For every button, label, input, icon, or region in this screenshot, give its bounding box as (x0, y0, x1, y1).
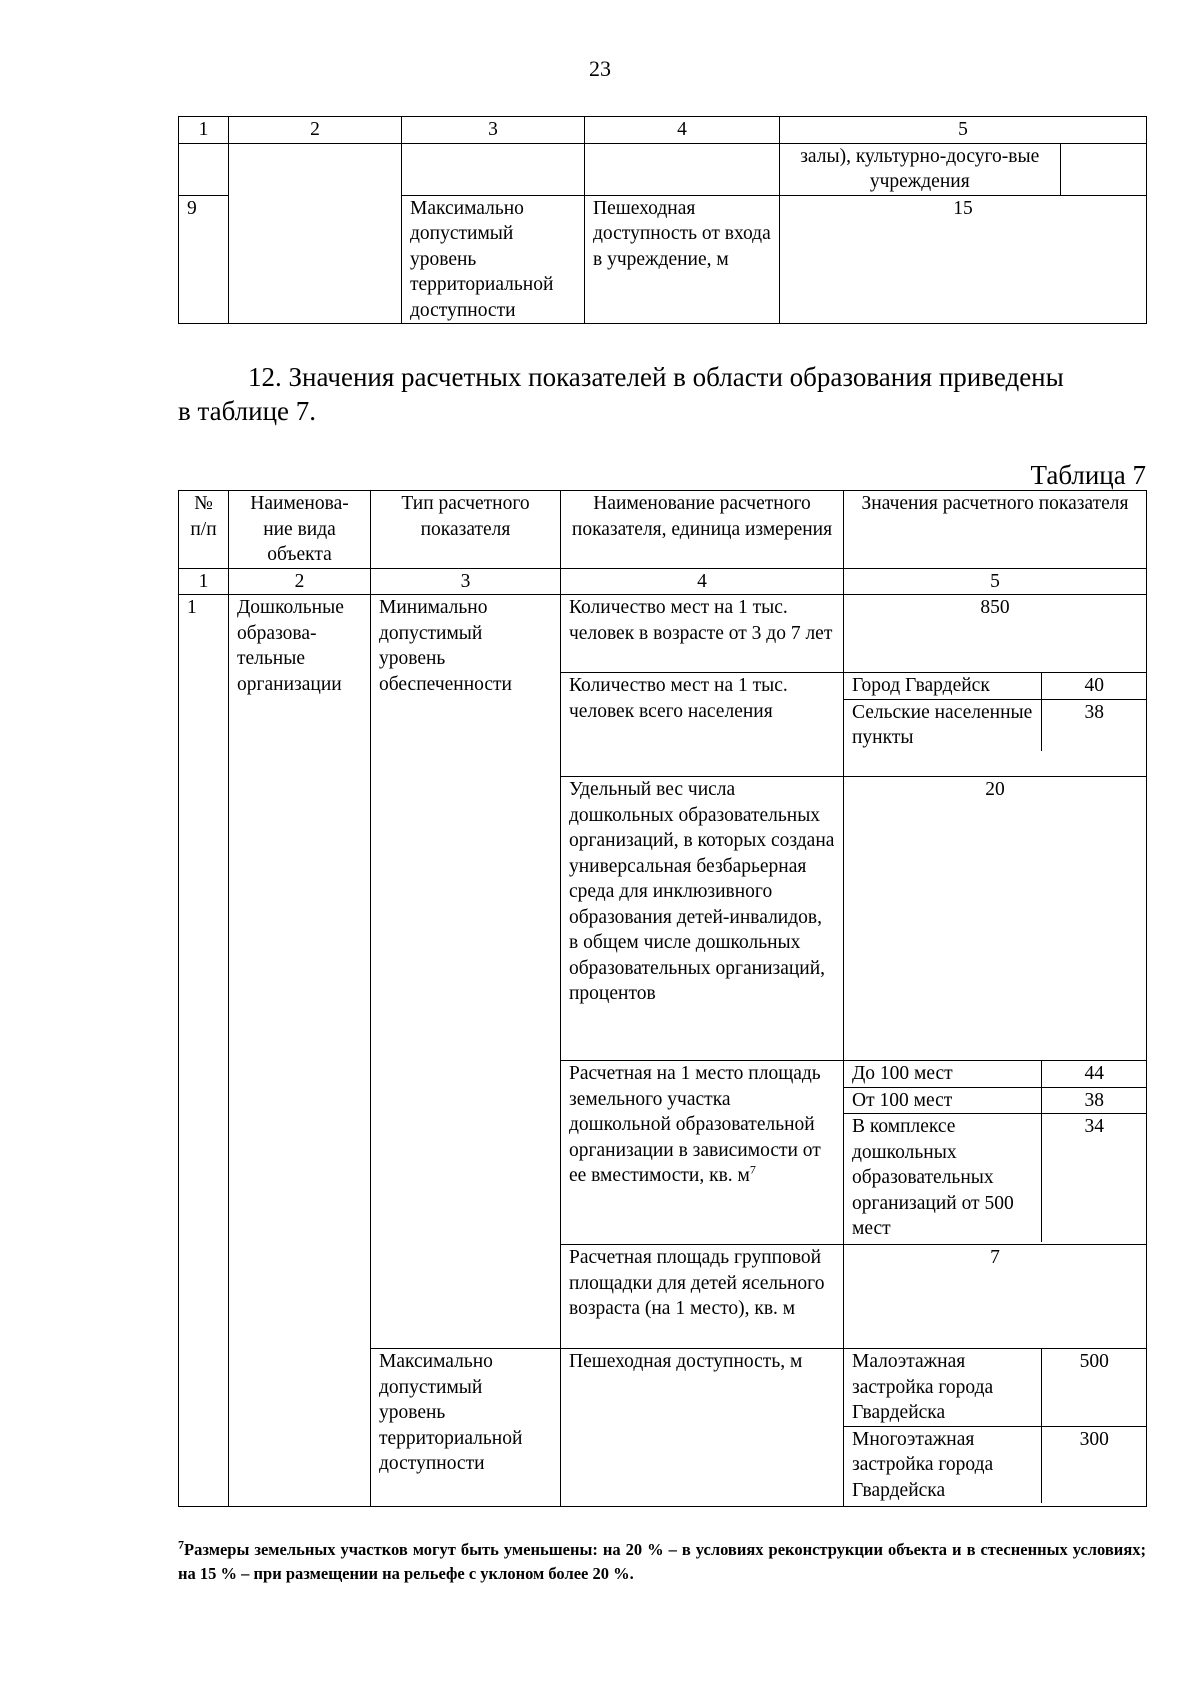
table-row (179, 143, 1147, 195)
table-row (179, 595, 1147, 673)
sub-label: Сельские населенные пункты (844, 699, 1041, 751)
indicator-name: Количество мест на 1 тыс. человек всего населения (561, 673, 844, 777)
col-number: 5 (780, 117, 1147, 144)
table-caption: Таблица 7 (1030, 460, 1146, 490)
sub-value: 300 (1079, 1428, 1109, 1450)
object-type: Дошкольные образова-тельные организации (229, 595, 371, 1507)
column-number-row (179, 117, 1147, 144)
sub-value: 44 (1041, 1061, 1147, 1087)
sub-value: 38 (1084, 701, 1104, 723)
indicator-name: Расчетная площадь групповой площадки для детей ясельного возраста (на 1 место), кв. м (561, 1245, 844, 1349)
indicator-value: 20 (844, 777, 1147, 1061)
col-number: 4 (585, 117, 780, 144)
col-number: 3 (371, 568, 561, 595)
header-cell: № п/п (179, 491, 229, 569)
sub-value: 500 (1041, 1349, 1147, 1426)
sub-label: Малоэтажная застройка города Гвардейска (844, 1349, 1041, 1426)
row-number: 1 (179, 595, 229, 1507)
sub-label: В комплексе дошкольных образовательных организаций от 500 мест (844, 1114, 1041, 1242)
header-cell: Наименова-ние вида объекта (229, 491, 371, 569)
paragraph-line: 12. Значения расчетных показателей в области образования приведены (248, 362, 1064, 392)
header-cell: Тип расчетного показателя (371, 491, 561, 569)
page-number: 23 (589, 56, 611, 81)
indicator-type: Максимально допустимый уровень территориальной доступности (371, 1349, 561, 1507)
col-number: 2 (229, 117, 402, 144)
col-number: 5 (844, 568, 1147, 595)
paragraph-line: в таблице 7. (178, 396, 317, 426)
sub-value: 40 (1041, 673, 1147, 699)
indicator-name: Удельный вес числа дошкольных образовательных организаций, в которых создана универсальная безбарьерная среда для инклюзивного образования детей-инвалидов, в общем числе дошкольных образовательных организаций, процентов (561, 777, 844, 1061)
indicator-name (561, 1061, 844, 1245)
sub-value: 38 (1041, 1087, 1147, 1114)
indicator-name: Пешеходная доступность от входа в учреждение, м (585, 195, 780, 324)
sub-label: От 100 мест (844, 1087, 1041, 1114)
col-number: 2 (229, 568, 371, 595)
indicator-type: Максимально допустимый уровень территориальной доступности (402, 195, 585, 324)
col-number: 3 (402, 117, 585, 144)
col-number: 4 (561, 568, 844, 595)
footnote-text: Размеры земельных участков могут быть уменьшены: на 20 % – в условиях реконструкции объекта и в стесненных условиях; на 15 % – при размещении на рельефе с уклоном более 20 %. (178, 1540, 1146, 1583)
continued-cell-text: залы), культурно-досуго-вые учреждения (780, 144, 1060, 195)
column-number-row (179, 568, 1147, 595)
indicator-name-text: Расчетная на 1 место площадь земельного участка дошкольной образовательной организации в зависимости от ее вместимости, кв. м (569, 1063, 821, 1186)
indicator-value: 15 (780, 195, 1147, 324)
indicator-type: Минимально допустимый уровень обеспеченности (371, 595, 561, 1349)
row-number: 9 (179, 195, 229, 324)
indicator-name: Пешеходная доступность, м (561, 1349, 844, 1507)
footnote (178, 1538, 1146, 1586)
header-cell: Значения расчетного показателя (844, 491, 1147, 569)
section-paragraph (178, 360, 1146, 428)
indicator-value: 7 (844, 1245, 1147, 1349)
sub-label: До 100 мест (844, 1061, 1041, 1087)
table-7 (178, 490, 1147, 1507)
col-number: 1 (179, 117, 229, 144)
col-number: 1 (179, 568, 229, 595)
continued-table (178, 116, 1147, 324)
footnote-mark: 7 (178, 1537, 184, 1552)
sub-label: Многоэтажная застройка города Гвардейска (844, 1426, 1041, 1503)
indicator-value: 850 (844, 595, 1147, 673)
sub-value: 34 (1084, 1116, 1104, 1137)
sub-label: Город Гвардейск (844, 673, 1041, 699)
header-cell: Наименование расчетного показателя, единица измерения (561, 491, 844, 569)
footnote-mark: 7 (749, 1162, 756, 1177)
indicator-name: Количество мест на 1 тыс. человек в возрасте от 3 до 7 лет (561, 595, 844, 673)
header-row (179, 491, 1147, 569)
